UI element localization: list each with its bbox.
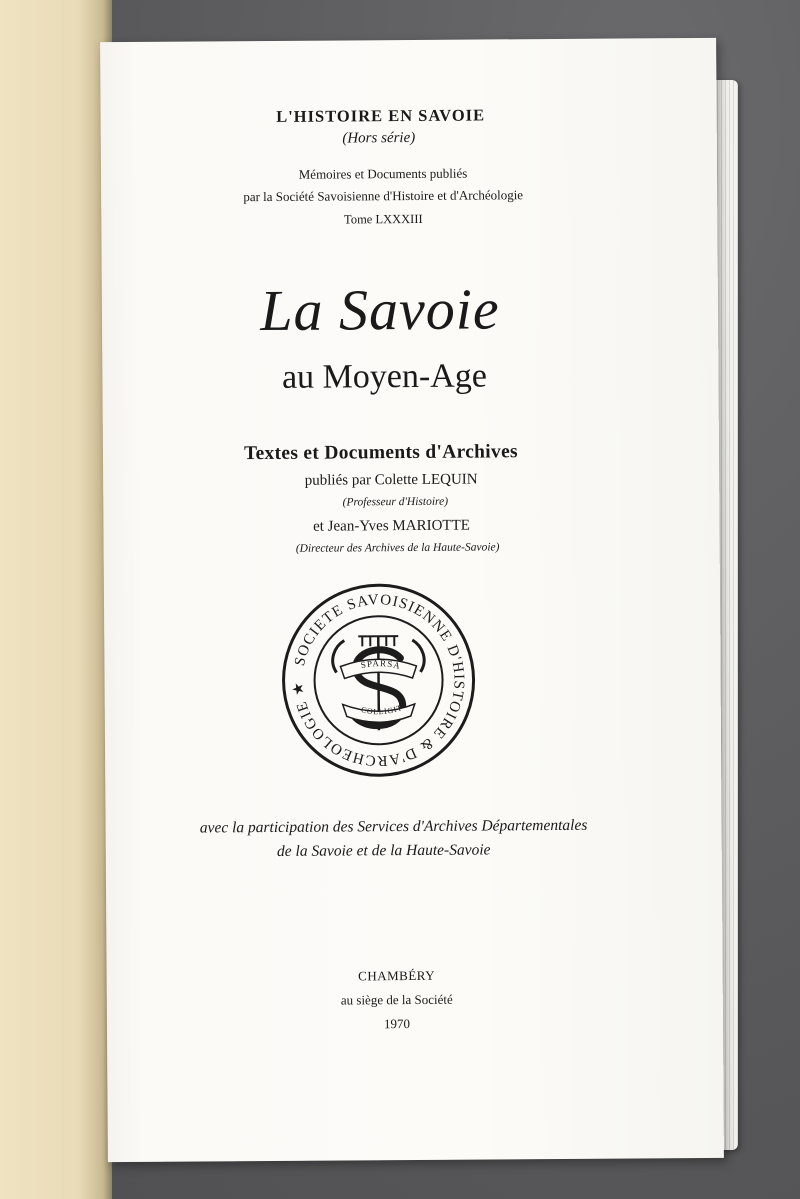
imprint-city: CHAMBÉRY — [358, 967, 436, 984]
author-2-role: (Directeur des Archives de la Haute-Savoie) — [295, 541, 500, 555]
author-1-role: (Professeur d'Histoire) — [342, 495, 449, 509]
seal-banner-top-text: SPARSA — [359, 658, 403, 672]
imprint-year: 1970 — [383, 1016, 411, 1032]
book-subtitle: au Moyen-Age — [281, 357, 488, 396]
memoires-line-2: par la Société Savoisienne d'Histoire et d'Archéologie — [243, 187, 524, 205]
tome-number: Tome LXXXIII — [343, 211, 423, 227]
author-2: et Jean-Yves MARIOTTE — [313, 517, 470, 535]
book-title: La Savoie — [260, 276, 500, 344]
series-note: (Hors série) — [342, 129, 416, 147]
seal-banner-bottom-text: COLLIGIT — [360, 702, 404, 717]
imprint-location: au siège de la Société — [340, 991, 453, 1008]
series-title: L'HISTOIRE EN SAVOIE — [276, 105, 486, 126]
participation-line-2: de la Savoie et de la Haute-Savoie — [276, 841, 491, 860]
author-1: publiés par Colette LEQUIN — [304, 471, 478, 489]
society-seal — [278, 580, 479, 781]
memoires-line-1: Mémoires et Documents publiés — [298, 165, 468, 182]
participation-line-1: avec la participation des Services d'Archives Départementales — [199, 816, 588, 837]
title-page — [100, 38, 724, 1162]
seal-ring-text: SOCIETE SAVOISIENNE D'HISTOIRE & D'ARCHEOLOGIE ★ — [290, 592, 467, 769]
authors-heading: Textes et Documents d'Archives — [243, 441, 518, 465]
